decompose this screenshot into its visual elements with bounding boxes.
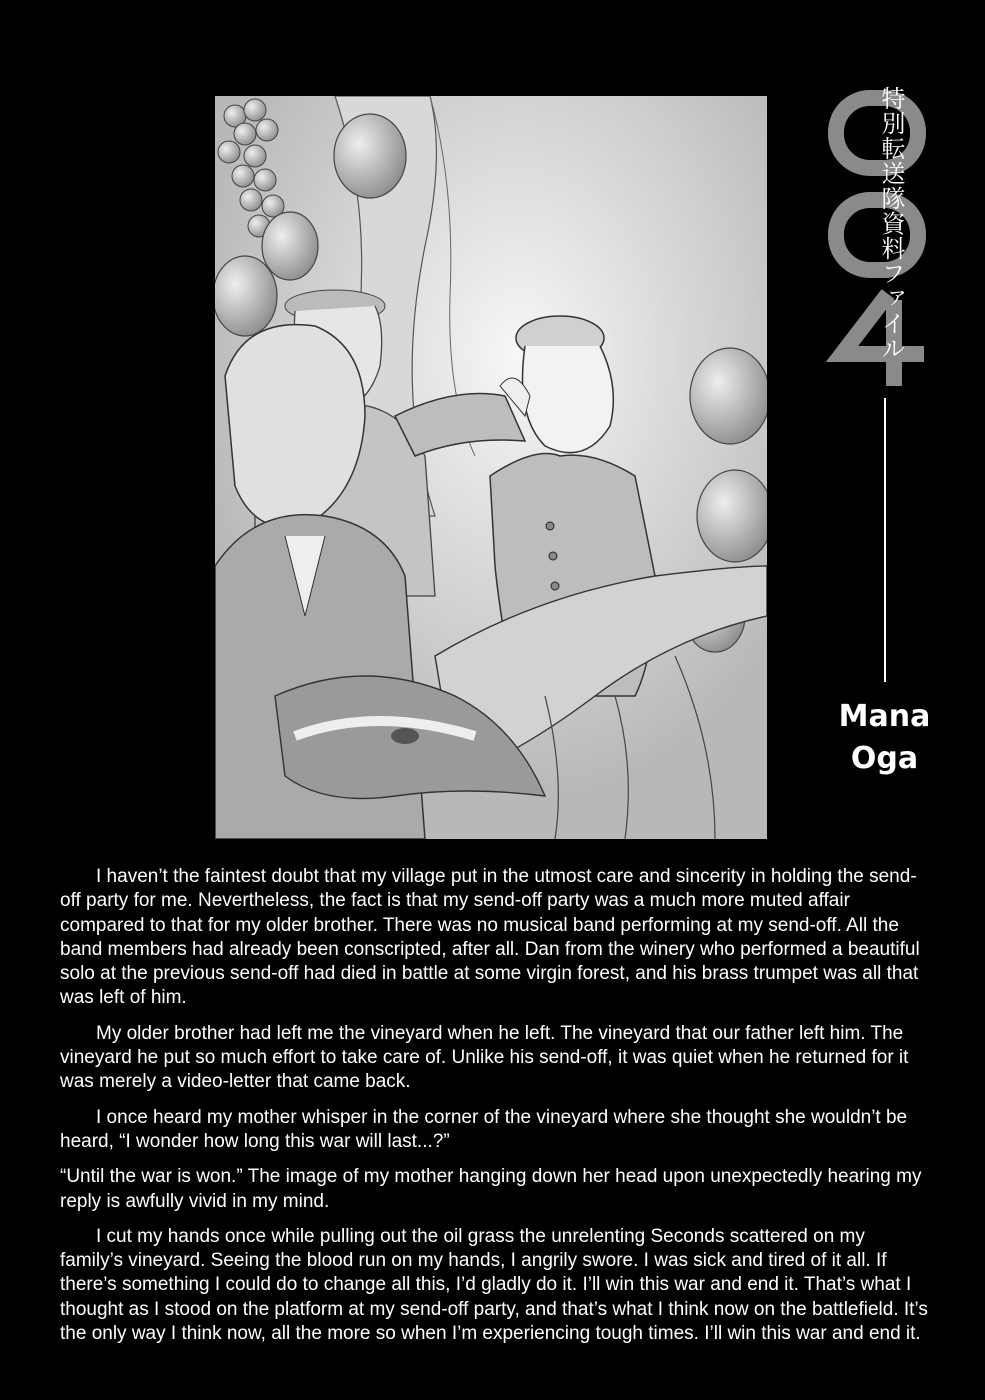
paragraph: I haven’t the faintest doubt that my village put in the utmost care and sincerity in holding the send-off party for me. Nevertheless, the fact is that my send-off party was a much more muted affair compared to that for my older brother. There was no musical band performing at my send-off. All the band members had already been conscripted, after all. Dan from the winery who performed a beautiful solo at the previous send-off had died in battle at some virgin forest, and his brass trumpet was all that was left of him.: [60, 866, 920, 1009]
paragraph: I once heard my mother whisper in the corner of the vineyard where she thought she wouldn’t be heard, “I wonder how long this war will last...?”: [60, 1106, 908, 1152]
paragraph: My older brother had left me the vineyard when he left. The vineyard that our father left him. The vineyard he put so much effort to take care of. Unlike his send-off, it was quiet when he returned for it was merely a video-letter that came back.: [60, 1022, 909, 1093]
paragraph: I cut my hands once while pulling out the oil grass the unrelenting Seconds scattered on my family’s vineyard. Seeing the blood run on my hands, I angrily swore. I was sick and tired of it all. If there’s something I could do to change all this, I’d gladly do it. I’ll win this war and end it. That’s what I thought as I stood on the platform at my send-off party, and that’s what I think now on the battlefield. It’s the only way I think now, all the more so when I’m experiencing tough times. I’ll win this war and end it.: [60, 1225, 928, 1345]
paragraph: “Until the war is won.” The image of my mother hanging down her head upon unexpectedly hearing my reply is awfully vivid in my mind.: [60, 1166, 922, 1212]
send-off-party-illustration: [215, 96, 767, 839]
story-text: [60, 865, 930, 1357]
author-name: [812, 696, 957, 780]
illustration-panel: [215, 96, 767, 839]
divider-rule: [884, 398, 886, 682]
author-last-name: Oga: [850, 741, 919, 776]
author-first-name: Mana: [838, 699, 931, 734]
series-title: 特別転送隊資料ファイル: [877, 86, 905, 361]
